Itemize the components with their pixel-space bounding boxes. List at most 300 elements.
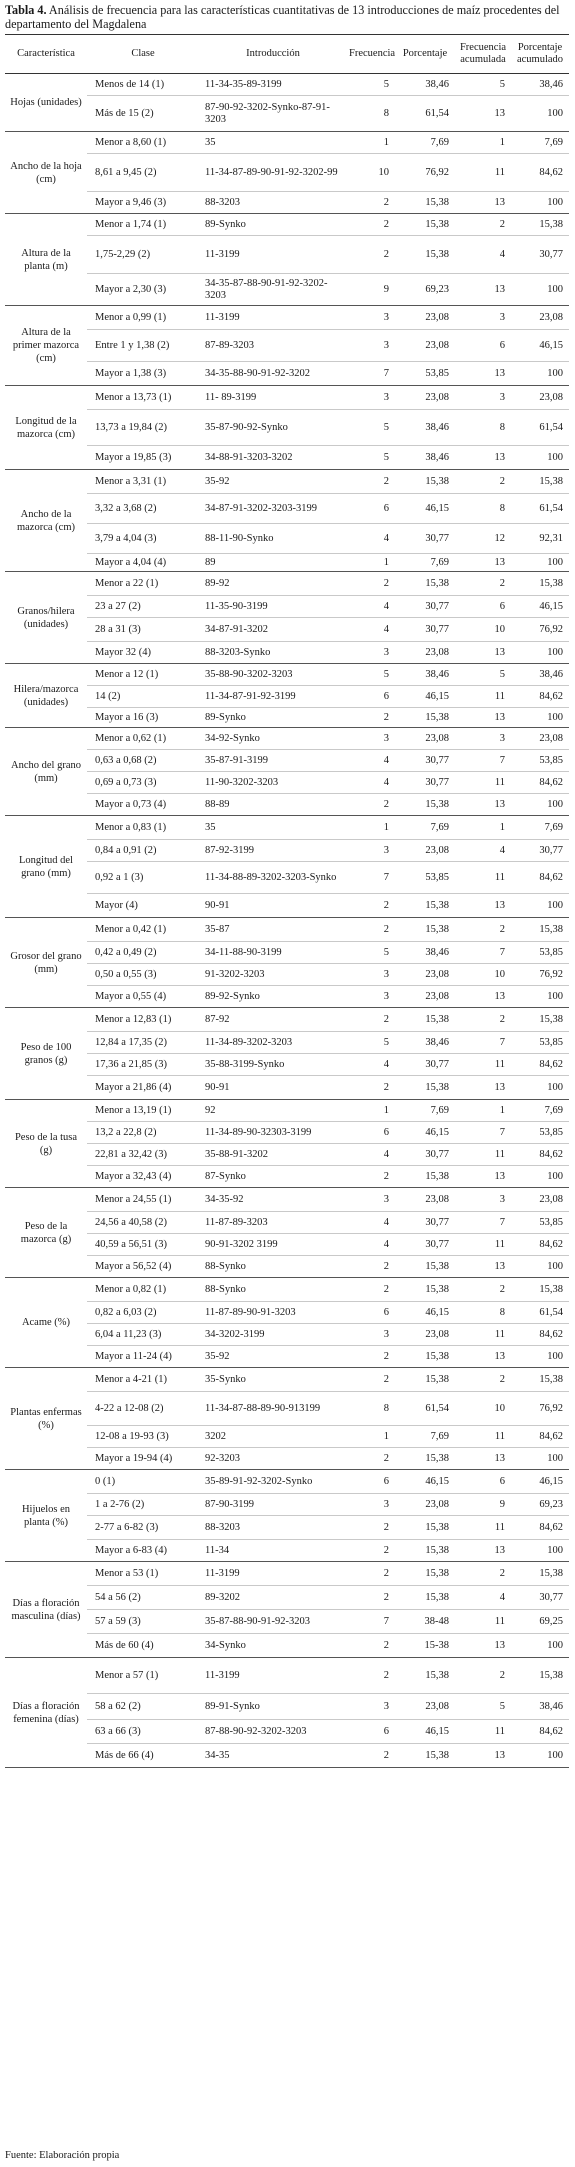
- clase-cell: 3,79 a 4,04 (3): [87, 524, 199, 554]
- frecuencia-cell: 2: [347, 1008, 395, 1032]
- clase-cell: 2-77 a 6-82 (3): [87, 1516, 199, 1540]
- introduccion-cell: 89-92-Synko: [199, 986, 347, 1008]
- porcentaje-cell: 30,77: [395, 1212, 455, 1234]
- clase-cell: 0,82 a 6,03 (2): [87, 1302, 199, 1324]
- clase-cell: Mayor a 0,55 (4): [87, 986, 199, 1008]
- porcentaje-cell: 15,38: [395, 894, 455, 918]
- frecuencia-cell: 5: [347, 664, 395, 686]
- frecuencia-acumulada-cell: 13: [455, 192, 511, 214]
- clase-cell: 4-22 a 12-08 (2): [87, 1392, 199, 1426]
- introduccion-cell: 34-87-91-3202: [199, 618, 347, 642]
- clase-cell: Mayor a 0,73 (4): [87, 794, 199, 816]
- characteristic-cell: Hijuelos en planta (%): [5, 1470, 87, 1562]
- characteristic-cell: Ancho de la mazorca (cm): [5, 470, 87, 572]
- porcentaje-acumulado-cell: 76,92: [511, 964, 569, 986]
- frecuencia-acumulada-cell: 13: [455, 794, 511, 816]
- table-row: [5, 1744, 569, 1768]
- clase-cell: Menor a 13,73 (1): [87, 386, 199, 410]
- porcentaje-cell: 76,92: [395, 154, 455, 192]
- header-clase: Clase: [87, 35, 199, 74]
- porcentaje-cell: 15,38: [395, 1076, 455, 1100]
- caption-text: Análisis de frecuencia para las características cuantitativas de 13 introducciones de maíz procedentes del departamento del Magdalena: [5, 3, 560, 31]
- frecuencia-acumulada-cell: 13: [455, 1634, 511, 1658]
- frecuencia-cell: 4: [347, 1054, 395, 1076]
- porcentaje-acumulado-cell: 100: [511, 642, 569, 664]
- introduccion-cell: 11-87-89-90-91-3203: [199, 1302, 347, 1324]
- introduccion-cell: 35-89-91-92-3202-Synko: [199, 1470, 347, 1494]
- table-row: [5, 1256, 569, 1278]
- frecuencia-acumulada-cell: 11: [455, 1144, 511, 1166]
- porcentaje-cell: 23,08: [395, 642, 455, 664]
- clase-cell: Menor a 8,60 (1): [87, 132, 199, 154]
- porcentaje-acumulado-cell: 7,69: [511, 1100, 569, 1122]
- characteristic-cell: Acame (%): [5, 1278, 87, 1368]
- clase-cell: Más de 66 (4): [87, 1744, 199, 1768]
- porcentaje-acumulado-cell: 7,69: [511, 132, 569, 154]
- porcentaje-acumulado-cell: 61,54: [511, 494, 569, 524]
- clase-cell: 24,56 a 40,58 (2): [87, 1212, 199, 1234]
- porcentaje-acumulado-cell: 100: [511, 986, 569, 1008]
- clase-cell: 0,69 a 0,73 (3): [87, 772, 199, 794]
- frecuencia-cell: 2: [347, 1448, 395, 1470]
- introduccion-cell: 11-3199: [199, 306, 347, 330]
- introduccion-cell: 11-90-3202-3203: [199, 772, 347, 794]
- frecuencia-acumulada-cell: 13: [455, 274, 511, 306]
- clase-cell: Menor a 53 (1): [87, 1562, 199, 1586]
- clase-cell: 1,75-2,29 (2): [87, 236, 199, 274]
- porcentaje-acumulado-cell: 100: [511, 362, 569, 386]
- table-row: [5, 1188, 569, 1212]
- table-row: [5, 236, 569, 274]
- porcentaje-acumulado-cell: 100: [511, 446, 569, 470]
- table-row: [5, 330, 569, 362]
- frecuencia-cell: 5: [347, 446, 395, 470]
- introduccion-cell: 87-Synko: [199, 1166, 347, 1188]
- characteristic-cell: Días a floración masculina (días): [5, 1562, 87, 1658]
- table-row: [5, 918, 569, 942]
- header-introduccion: Introducción: [199, 35, 347, 74]
- introduccion-cell: 35: [199, 816, 347, 840]
- introduccion-cell: 88-3203: [199, 1516, 347, 1540]
- frecuencia-acumulada-cell: 10: [455, 618, 511, 642]
- introduccion-cell: 11-34-87-88-89-90-913199: [199, 1392, 347, 1426]
- porcentaje-cell: 15,38: [395, 470, 455, 494]
- clase-cell: 17,36 a 21,85 (3): [87, 1054, 199, 1076]
- characteristic-cell: Hojas (unidades): [5, 74, 87, 132]
- frecuencia-acumulada-cell: 13: [455, 362, 511, 386]
- porcentaje-cell: 61,54: [395, 96, 455, 132]
- frecuencia-cell: 4: [347, 1212, 395, 1234]
- clase-cell: 22,81 a 32,42 (3): [87, 1144, 199, 1166]
- frecuencia-acumulada-cell: 11: [455, 1516, 511, 1540]
- introduccion-cell: 34-Synko: [199, 1634, 347, 1658]
- frecuencia-acumulada-cell: 7: [455, 1122, 511, 1144]
- porcentaje-cell: 30,77: [395, 772, 455, 794]
- porcentaje-cell: 46,15: [395, 686, 455, 708]
- frecuencia-acumulada-cell: 8: [455, 494, 511, 524]
- introduccion-cell: 88-89: [199, 794, 347, 816]
- frecuencia-acumulada-cell: 2: [455, 214, 511, 236]
- introduccion-cell: 92-3203: [199, 1448, 347, 1470]
- frecuencia-cell: 2: [347, 794, 395, 816]
- porcentaje-acumulado-cell: 61,54: [511, 410, 569, 446]
- clase-cell: Menos de 14 (1): [87, 74, 199, 96]
- introduccion-cell: 34-35-88-90-91-92-3202: [199, 362, 347, 386]
- frecuencia-cell: 2: [347, 192, 395, 214]
- porcentaje-acumulado-cell: 100: [511, 1448, 569, 1470]
- frecuencia-cell: 2: [347, 1744, 395, 1768]
- frecuencia-cell: 4: [347, 1144, 395, 1166]
- frecuencia-acumulada-cell: 10: [455, 964, 511, 986]
- clase-cell: Menor a 3,31 (1): [87, 470, 199, 494]
- characteristic-cell: Ancho de la hoja (cm): [5, 132, 87, 214]
- porcentaje-acumulado-cell: 84,62: [511, 154, 569, 192]
- frecuencia-cell: 2: [347, 236, 395, 274]
- introduccion-cell: 11-34-88-89-3202-3203-Synko: [199, 862, 347, 894]
- frecuencia-cell: 2: [347, 1076, 395, 1100]
- frecuencia-cell: 3: [347, 1188, 395, 1212]
- clase-cell: Mayor a 19-94 (4): [87, 1448, 199, 1470]
- porcentaje-acumulado-cell: 53,85: [511, 1212, 569, 1234]
- porcentaje-acumulado-cell: 15,38: [511, 572, 569, 596]
- clase-cell: 13,2 a 22,8 (2): [87, 1122, 199, 1144]
- porcentaje-acumulado-cell: 76,92: [511, 1392, 569, 1426]
- frecuencia-acumulada-cell: 13: [455, 1744, 511, 1768]
- header-porcentaje-acumulado: Porcentaje acumulado: [511, 35, 569, 74]
- porcentaje-cell: 46,15: [395, 1470, 455, 1494]
- table-row: [5, 708, 569, 728]
- introduccion-cell: 90-91: [199, 894, 347, 918]
- table-row: [5, 1054, 569, 1076]
- header-frecuencia-acumulada: Frecuencia acumulada: [455, 35, 511, 74]
- frecuencia-cell: 3: [347, 1324, 395, 1346]
- frequency-table: [5, 34, 569, 1768]
- frecuencia-acumulada-cell: 10: [455, 1392, 511, 1426]
- porcentaje-cell: 30,77: [395, 524, 455, 554]
- table-row: [5, 840, 569, 862]
- table-row: [5, 1302, 569, 1324]
- frecuencia-cell: 2: [347, 214, 395, 236]
- introduccion-cell: 88-11-90-Synko: [199, 524, 347, 554]
- table-row: [5, 816, 569, 840]
- porcentaje-cell: 23,08: [395, 1188, 455, 1212]
- introduccion-cell: 35-88-91-3202: [199, 1144, 347, 1166]
- porcentaje-cell: 69,23: [395, 274, 455, 306]
- table-row: [5, 964, 569, 986]
- porcentaje-acumulado-cell: 92,31: [511, 524, 569, 554]
- porcentaje-acumulado-cell: 100: [511, 554, 569, 572]
- frecuencia-acumulada-cell: 9: [455, 1494, 511, 1516]
- frecuencia-acumulada-cell: 2: [455, 918, 511, 942]
- clase-cell: Menor a 1,74 (1): [87, 214, 199, 236]
- porcentaje-acumulado-cell: 84,62: [511, 1426, 569, 1448]
- porcentaje-cell: 30,77: [395, 596, 455, 618]
- frecuencia-cell: 2: [347, 1346, 395, 1368]
- clase-cell: 6,04 a 11,23 (3): [87, 1324, 199, 1346]
- frecuencia-cell: 4: [347, 750, 395, 772]
- porcentaje-acumulado-cell: 100: [511, 708, 569, 728]
- frecuencia-acumulada-cell: 13: [455, 554, 511, 572]
- introduccion-cell: 11-34-89-3202-3203: [199, 1032, 347, 1054]
- table-row: [5, 192, 569, 214]
- porcentaje-cell: 7,69: [395, 1100, 455, 1122]
- porcentaje-acumulado-cell: 100: [511, 1634, 569, 1658]
- porcentaje-cell: 15-38: [395, 1634, 455, 1658]
- frecuencia-acumulada-cell: 5: [455, 74, 511, 96]
- clase-cell: 3,32 a 3,68 (2): [87, 494, 199, 524]
- frecuencia-cell: 4: [347, 1234, 395, 1256]
- frecuencia-acumulada-cell: 2: [455, 572, 511, 596]
- porcentaje-cell: 30,77: [395, 1144, 455, 1166]
- frecuencia-cell: 6: [347, 1122, 395, 1144]
- frecuencia-cell: 2: [347, 1368, 395, 1392]
- frecuencia-cell: 2: [347, 1562, 395, 1586]
- porcentaje-acumulado-cell: 53,85: [511, 1032, 569, 1054]
- clase-cell: Mayor a 6-83 (4): [87, 1540, 199, 1562]
- porcentaje-cell: 38,46: [395, 410, 455, 446]
- introduccion-cell: 34-35-92: [199, 1188, 347, 1212]
- table-row: [5, 942, 569, 964]
- clase-cell: Mayor a 11-24 (4): [87, 1346, 199, 1368]
- table-row: [5, 1610, 569, 1634]
- table-row: [5, 306, 569, 330]
- table-row: [5, 686, 569, 708]
- introduccion-cell: 89-92: [199, 572, 347, 596]
- frecuencia-acumulada-cell: 1: [455, 816, 511, 840]
- table-row: [5, 1278, 569, 1302]
- table-row: [5, 1448, 569, 1470]
- frecuencia-acumulada-cell: 11: [455, 772, 511, 794]
- porcentaje-cell: 15,38: [395, 1278, 455, 1302]
- frecuencia-cell: 10: [347, 154, 395, 192]
- frecuencia-acumulada-cell: 8: [455, 410, 511, 446]
- introduccion-cell: 91-3202-3203: [199, 964, 347, 986]
- porcentaje-acumulado-cell: 15,38: [511, 1658, 569, 1694]
- clase-cell: 14 (2): [87, 686, 199, 708]
- frecuencia-acumulada-cell: 3: [455, 728, 511, 750]
- frecuencia-acumulada-cell: 7: [455, 1032, 511, 1054]
- introduccion-cell: 92: [199, 1100, 347, 1122]
- porcentaje-cell: 15,38: [395, 1256, 455, 1278]
- clase-cell: 0 (1): [87, 1470, 199, 1494]
- introduccion-cell: 87-90-92-3202-Synko-87-91-3203: [199, 96, 347, 132]
- porcentaje-acumulado-cell: 84,62: [511, 1234, 569, 1256]
- porcentaje-acumulado-cell: 15,38: [511, 1368, 569, 1392]
- clase-cell: Menor a 12,83 (1): [87, 1008, 199, 1032]
- characteristic-cell: Longitud de la mazorca (cm): [5, 386, 87, 470]
- porcentaje-acumulado-cell: 53,85: [511, 750, 569, 772]
- porcentaje-cell: 15,38: [395, 1166, 455, 1188]
- porcentaje-acumulado-cell: 61,54: [511, 1302, 569, 1324]
- porcentaje-acumulado-cell: 7,69: [511, 816, 569, 840]
- porcentaje-acumulado-cell: 100: [511, 1744, 569, 1768]
- frecuencia-acumulada-cell: 13: [455, 96, 511, 132]
- introduccion-cell: 11-87-89-3203: [199, 1212, 347, 1234]
- porcentaje-cell: 15,38: [395, 1346, 455, 1368]
- table-row: [5, 1032, 569, 1054]
- characteristic-cell: Peso de 100 granos (g): [5, 1008, 87, 1100]
- introduccion-cell: 11-3199: [199, 1658, 347, 1694]
- porcentaje-acumulado-cell: 100: [511, 96, 569, 132]
- clase-cell: 12-08 a 19-93 (3): [87, 1426, 199, 1448]
- porcentaje-acumulado-cell: 100: [511, 1256, 569, 1278]
- introduccion-cell: 35-87-90-92-Synko: [199, 410, 347, 446]
- table-row: [5, 1166, 569, 1188]
- porcentaje-cell: 23,08: [395, 306, 455, 330]
- porcentaje-cell: 30,77: [395, 1054, 455, 1076]
- introduccion-cell: 34-35-87-88-90-91-92-3202-3203: [199, 274, 347, 306]
- frecuencia-cell: 2: [347, 470, 395, 494]
- clase-cell: 0,50 a 0,55 (3): [87, 964, 199, 986]
- porcentaje-cell: 23,08: [395, 330, 455, 362]
- table-footer-source: Fuente: Elaboración propia: [5, 2150, 120, 2161]
- table-row: [5, 862, 569, 894]
- characteristic-cell: Longitud del grano (mm): [5, 816, 87, 918]
- porcentaje-cell: 23,08: [395, 1694, 455, 1720]
- frecuencia-acumulada-cell: 7: [455, 750, 511, 772]
- clase-cell: 63 a 66 (3): [87, 1720, 199, 1744]
- porcentaje-acumulado-cell: 84,62: [511, 1720, 569, 1744]
- frecuencia-cell: 2: [347, 918, 395, 942]
- porcentaje-cell: 30,77: [395, 750, 455, 772]
- frecuencia-acumulada-cell: 3: [455, 1188, 511, 1212]
- porcentaje-cell: 30,77: [395, 1234, 455, 1256]
- introduccion-cell: 35-88-3199-Synko: [199, 1054, 347, 1076]
- porcentaje-acumulado-cell: 30,77: [511, 236, 569, 274]
- clase-cell: 28 a 31 (3): [87, 618, 199, 642]
- frecuencia-acumulada-cell: 13: [455, 642, 511, 664]
- frecuencia-acumulada-cell: 11: [455, 1720, 511, 1744]
- frecuencia-acumulada-cell: 2: [455, 1278, 511, 1302]
- porcentaje-cell: 46,15: [395, 494, 455, 524]
- porcentaje-cell: 38,46: [395, 942, 455, 964]
- clase-cell: Mayor (4): [87, 894, 199, 918]
- frecuencia-cell: 2: [347, 1278, 395, 1302]
- table-row: [5, 1470, 569, 1494]
- table-row: [5, 1540, 569, 1562]
- introduccion-cell: 34-88-91-3203-3202: [199, 446, 347, 470]
- table-row: [5, 1122, 569, 1144]
- clase-cell: Mayor 32 (4): [87, 642, 199, 664]
- frecuencia-cell: 2: [347, 1658, 395, 1694]
- frecuencia-cell: 7: [347, 362, 395, 386]
- table-row: [5, 1392, 569, 1426]
- frecuencia-cell: 1: [347, 132, 395, 154]
- porcentaje-cell: 23,08: [395, 1494, 455, 1516]
- frecuencia-cell: 6: [347, 1720, 395, 1744]
- frecuencia-cell: 2: [347, 1634, 395, 1658]
- frecuencia-cell: 3: [347, 986, 395, 1008]
- porcentaje-cell: 23,08: [395, 840, 455, 862]
- porcentaje-cell: 7,69: [395, 554, 455, 572]
- porcentaje-acumulado-cell: 69,25: [511, 1610, 569, 1634]
- table-row: [5, 618, 569, 642]
- frecuencia-cell: 6: [347, 1302, 395, 1324]
- characteristic-cell: Plantas enfermas (%): [5, 1368, 87, 1470]
- porcentaje-acumulado-cell: 76,92: [511, 618, 569, 642]
- porcentaje-acumulado-cell: 23,08: [511, 386, 569, 410]
- porcentaje-cell: 23,08: [395, 728, 455, 750]
- clase-cell: 12,84 a 17,35 (2): [87, 1032, 199, 1054]
- porcentaje-cell: 15,38: [395, 214, 455, 236]
- porcentaje-acumulado-cell: 53,85: [511, 942, 569, 964]
- introduccion-cell: 35-Synko: [199, 1368, 347, 1392]
- introduccion-cell: 89: [199, 554, 347, 572]
- introduccion-cell: 11-3199: [199, 236, 347, 274]
- table-row: [5, 728, 569, 750]
- clase-cell: Mayor a 56,52 (4): [87, 1256, 199, 1278]
- porcentaje-acumulado-cell: 100: [511, 894, 569, 918]
- introduccion-cell: 34-92-Synko: [199, 728, 347, 750]
- frecuencia-acumulada-cell: 13: [455, 1346, 511, 1368]
- frecuencia-acumulada-cell: 11: [455, 1426, 511, 1448]
- frecuencia-acumulada-cell: 11: [455, 1234, 511, 1256]
- porcentaje-cell: 53,85: [395, 862, 455, 894]
- frecuencia-acumulada-cell: 13: [455, 1076, 511, 1100]
- frecuencia-cell: 6: [347, 494, 395, 524]
- porcentaje-acumulado-cell: 23,08: [511, 306, 569, 330]
- clase-cell: 54 a 56 (2): [87, 1586, 199, 1610]
- porcentaje-acumulado-cell: 38,46: [511, 1694, 569, 1720]
- introduccion-cell: 87-92: [199, 1008, 347, 1032]
- frecuencia-acumulada-cell: 11: [455, 1324, 511, 1346]
- characteristic-cell: Granos/hilera (unidades): [5, 572, 87, 664]
- table-body: [5, 74, 569, 1768]
- porcentaje-cell: 15,38: [395, 236, 455, 274]
- frecuencia-cell: 1: [347, 1426, 395, 1448]
- frecuencia-cell: 3: [347, 306, 395, 330]
- introduccion-cell: 89-Synko: [199, 708, 347, 728]
- clase-cell: 1 a 2-76 (2): [87, 1494, 199, 1516]
- frecuencia-cell: 4: [347, 596, 395, 618]
- porcentaje-acumulado-cell: 30,77: [511, 840, 569, 862]
- introduccion-cell: 87-92-3199: [199, 840, 347, 862]
- frecuencia-acumulada-cell: 13: [455, 1448, 511, 1470]
- porcentaje-acumulado-cell: 15,38: [511, 1008, 569, 1032]
- table-row: [5, 274, 569, 306]
- clase-cell: Menor a 12 (1): [87, 664, 199, 686]
- clase-cell: 23 a 27 (2): [87, 596, 199, 618]
- porcentaje-acumulado-cell: 46,15: [511, 1470, 569, 1494]
- porcentaje-acumulado-cell: 84,62: [511, 1324, 569, 1346]
- porcentaje-acumulado-cell: 53,85: [511, 1122, 569, 1144]
- clase-cell: 13,73 a 19,84 (2): [87, 410, 199, 446]
- porcentaje-cell: 30,77: [395, 618, 455, 642]
- porcentaje-cell: 15,38: [395, 1540, 455, 1562]
- porcentaje-acumulado-cell: 100: [511, 1076, 569, 1100]
- clase-cell: Menor a 0,62 (1): [87, 728, 199, 750]
- table-row: [5, 1008, 569, 1032]
- introduccion-cell: 11-35-90-3199: [199, 596, 347, 618]
- frecuencia-acumulada-cell: 4: [455, 840, 511, 862]
- clase-cell: Mayor a 19,85 (3): [87, 446, 199, 470]
- frecuencia-acumulada-cell: 5: [455, 664, 511, 686]
- clase-cell: Entre 1 y 1,38 (2): [87, 330, 199, 362]
- frecuencia-cell: 3: [347, 964, 395, 986]
- characteristic-cell: Peso de la mazorca (g): [5, 1188, 87, 1278]
- characteristic-cell: Días a floración femenina (días): [5, 1658, 87, 1768]
- introduccion-cell: 88-3203: [199, 192, 347, 214]
- frecuencia-acumulada-cell: 6: [455, 596, 511, 618]
- porcentaje-cell: 38,46: [395, 664, 455, 686]
- frecuencia-cell: 8: [347, 96, 395, 132]
- table-row: [5, 554, 569, 572]
- table-row: [5, 410, 569, 446]
- table-row: [5, 1076, 569, 1100]
- frecuencia-cell: 3: [347, 330, 395, 362]
- frecuencia-acumulada-cell: 2: [455, 470, 511, 494]
- porcentaje-acumulado-cell: 100: [511, 1346, 569, 1368]
